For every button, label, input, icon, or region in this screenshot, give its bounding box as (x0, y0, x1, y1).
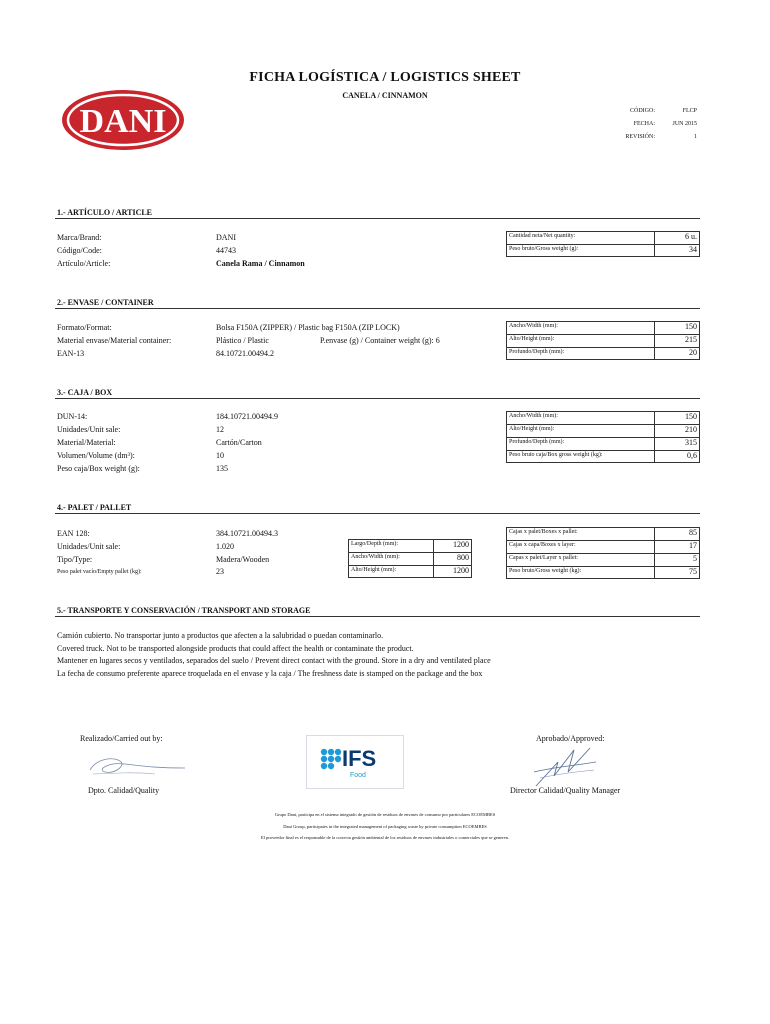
approved-label: Aprobado/Approved: (536, 734, 605, 743)
field-label: Tipo/Type: (57, 555, 93, 564)
box-value: 800 (457, 553, 469, 562)
box-row (349, 553, 471, 566)
section-divider (55, 616, 700, 617)
box-row (349, 566, 471, 578)
pallet-dimensions-box (348, 539, 472, 578)
field-value: Canela Rama / Cinnamon (216, 259, 305, 268)
field-label: DUN-14: (57, 412, 88, 421)
box-row (507, 425, 699, 438)
box-value: 6 u. (685, 232, 697, 241)
quality-signature (85, 748, 190, 780)
box-label: Alto/Height (mm): (509, 426, 555, 432)
box-label: Largo/Depth (mm): (351, 541, 399, 547)
section-title-container: 2.- ENVASE / CONTAINER (57, 298, 154, 307)
box-value: 85 (689, 528, 697, 537)
box-value: 20 (689, 348, 697, 357)
box-row (507, 322, 699, 335)
footer-note: El proveedor final es el responsable de la correcta gestión ambiental de los residuos de envases industriales o comerciales que se generen. (261, 835, 509, 840)
field-label: Peso palet vacío/Empty pallet (kg): (57, 569, 142, 575)
field-label: Marca/Brand: (57, 233, 102, 242)
box-label: Cantidad neta/Net quantity: (509, 233, 576, 239)
quantity-box (506, 231, 700, 257)
section-title-pallet: 4.- PALET / PALLET (57, 503, 132, 512)
box-label: Profundo/Depth (mm): (509, 349, 565, 355)
footer-note: Grupo Dani, participa en el sistema integrado de gestión de residuos de envases de consumo por particulares ECOEMBES (274, 812, 496, 817)
meta-value: FLCP (682, 108, 697, 114)
meta-value: JUN 2015 (672, 121, 697, 127)
box-label: Peso bruto/Gross weight (kg): (509, 568, 582, 574)
page-subtitle: CANELA / CINNAMON (342, 91, 428, 100)
section-divider (55, 513, 700, 514)
container-dimensions-box (506, 321, 700, 360)
box-row (349, 540, 471, 553)
box-value: 1200 (453, 566, 469, 575)
box-label: Profundo/Depth (mm): (509, 439, 565, 445)
quality-dept-label: Dpto. Calidad/Quality (88, 786, 160, 795)
field-label: Formato/Format: (57, 323, 112, 332)
box-row (507, 348, 699, 360)
paragraph-line: Covered truck. Not to be transported alongside products that could affect the health or contaminate the product. (57, 643, 414, 653)
ifs-text: IFS (342, 746, 377, 771)
box-value: 0,6 (687, 451, 697, 460)
box-row (507, 451, 699, 463)
field-value: Madera/Wooden (216, 555, 270, 564)
pallet-composition-box (506, 527, 700, 579)
box-row (507, 567, 699, 579)
manager-signature (530, 742, 600, 792)
ifs-food-logo (306, 735, 404, 789)
field-value: 384.10721.00494.3 (216, 529, 278, 538)
field-value: 12 (216, 425, 224, 434)
document-meta (575, 108, 700, 148)
meta-label: CÓDIGO: (630, 108, 655, 114)
field-value: 44743 (216, 246, 236, 255)
paragraph-line: La fecha de consumo preferente aparece troquelada en el envase y la caja / The freshness date is stamped on the package and the box (57, 669, 483, 679)
box-dimensions-box (506, 411, 700, 463)
box-label: Capas x palet/Layer x pallet: (509, 555, 578, 561)
field-label: EAN 128: (57, 529, 90, 538)
field-value: Cartón/Carton (216, 438, 262, 447)
carried-out-label: Realizado/Carried out by: (80, 734, 163, 743)
svg-text:DANI: DANI (79, 103, 167, 140)
meta-label: REVISIÓN: (625, 134, 655, 140)
box-label: Peso bruto caja/Box gross weight (kg): (509, 452, 603, 458)
box-label: Ancho/Width (mm): (351, 554, 400, 560)
section-title-transport: 5.- TRANSPORTE Y CONSERVACIÓN / TRANSPORT AND STORAGE (57, 606, 311, 615)
field-value: 1.020 (216, 542, 234, 551)
field-label: Peso caja/Box weight (g): (57, 464, 140, 473)
field-value: 84.10721.00494.2 (216, 349, 274, 358)
field-value: 23 (216, 567, 224, 576)
field-label: EAN-13 (57, 349, 85, 358)
box-value: 1200 (453, 540, 469, 549)
box-label: Alto/Height (mm): (351, 567, 397, 573)
meta-label: FECHA: (633, 121, 655, 127)
box-value: 315 (685, 438, 697, 447)
box-row (507, 232, 699, 245)
field-label: Volumen/Volume (dm³): (57, 451, 135, 460)
field-value: Bolsa F150A (ZIPPER) / Plastic bag F150A (ZIP LOCK) (216, 323, 400, 332)
box-row (507, 438, 699, 451)
box-label: Alto/Height (mm): (509, 336, 555, 342)
field-label: Unidades/Unit sale: (57, 542, 121, 551)
paragraph-line: Mantener en lugares secos y ventilados, separados del suelo / Prevent direct contact with the ground. Store in a dry and ventilated place (57, 656, 491, 666)
ifs-sub: Food (350, 772, 366, 779)
box-value: 215 (685, 335, 697, 344)
page-title: FICHA LOGÍSTICA / LOGISTICS SHEET (249, 70, 521, 85)
field-value: 10 (216, 451, 224, 460)
box-label: Peso bruto/Gross weight (g): (509, 246, 579, 252)
meta-value: 1 (694, 134, 697, 140)
box-value: 34 (689, 245, 697, 254)
box-row (507, 335, 699, 348)
box-value: 150 (685, 322, 697, 331)
footer-note: Dani Group, participates in the integrated management of packaging waste by private consumption ECOEMBES (283, 824, 487, 829)
container-weight: P.envase (g) / Container weight (g): 6 (320, 336, 440, 345)
box-row (507, 245, 699, 257)
section-divider (55, 218, 700, 219)
box-value: 17 (689, 541, 697, 550)
field-value: 184.10721.00494.9 (216, 412, 278, 421)
section-divider (55, 398, 700, 399)
box-label: Ancho/Width (mm): (509, 323, 558, 329)
box-value: 210 (685, 425, 697, 434)
paragraph-line: Camión cubierto. No transportar junto a productos que afecten a la salubridad o puedan contaminarlo. (57, 631, 384, 640)
box-row (507, 554, 699, 567)
box-row (507, 541, 699, 554)
field-label: Material envase/Material container: (57, 336, 172, 345)
field-label: Material/Material: (57, 438, 116, 447)
field-label: Código/Code: (57, 246, 102, 255)
section-title-article: 1.- ARTÍCULO / ARTICLE (57, 208, 153, 217)
box-label: Cajas x capa/Boxes x layer: (509, 542, 576, 548)
field-value: Plástico / Plastic (216, 336, 269, 345)
box-row (507, 412, 699, 425)
box-label: Cajas x palet/Boxes x pallet: (509, 529, 578, 535)
box-label: Ancho/Width (mm): (509, 413, 558, 419)
section-title-box: 3.- CAJA / BOX (57, 388, 113, 397)
field-label: Unidades/Unit sale: (57, 425, 121, 434)
box-row (507, 528, 699, 541)
field-value: 135 (216, 464, 228, 473)
quality-manager-label: Director Calidad/Quality Manager (510, 786, 621, 795)
field-label: Artículo/Article: (57, 259, 111, 268)
box-value: 75 (689, 567, 697, 576)
box-value: 5 (693, 554, 697, 563)
box-value: 150 (685, 412, 697, 421)
transport-text (57, 630, 491, 681)
section-divider (55, 308, 700, 309)
field-value: DANI (216, 233, 236, 242)
